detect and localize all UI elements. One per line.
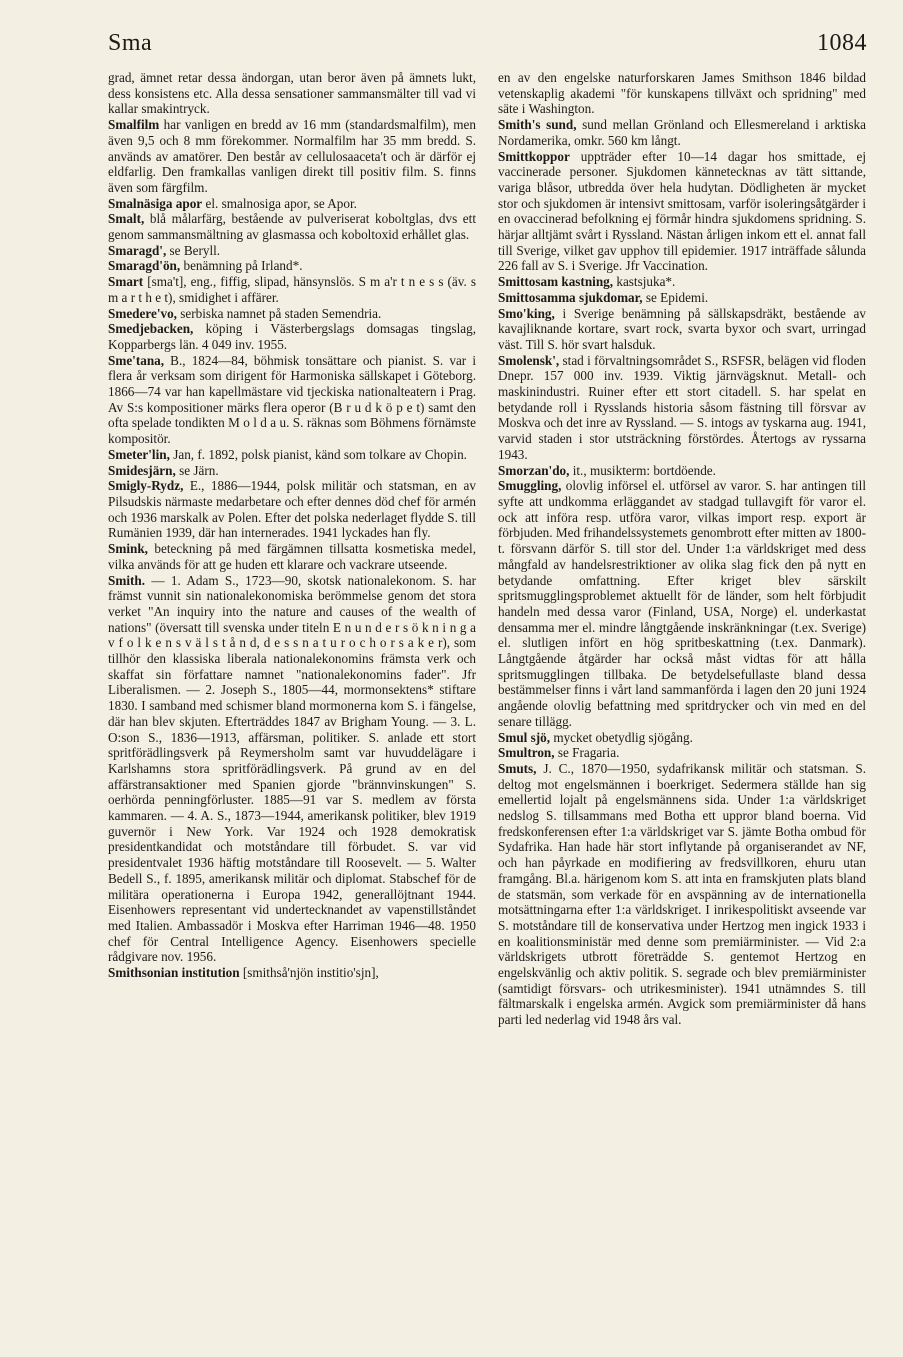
entry-headword: Smalfilm [108,117,160,133]
entry-text: J. C., 1870—1950, sydafrikansk militär och statsman. S. deltog mot engelsmännen i boerkriget. Sedermera ställde han sig emellertid lojalt på engelsmännens sida. Under 1:a världskriget nedslog S. tillsammans med Botha ett uppror bland boerna. Vid fredskonferensen efter 1:a världskriget var S. jämte Botha ombud för Sydafrika. Han hade här stort inflytande på organiserandet av NF, och han påyrkade en modifiering av fredsvillkoren, ehuru utan framgång. Bl.a. härigenom kom S. att inta en framskjuten plats bland de statsmän, som verkade för en avspänning av de internationella motsättningarna efter 1:a världskriget. I inrikespolitiskt avseende var S. motståndare till de konservativa under Hertzog men ingick 1933 i en koalitionsministär med denne som premiärminister. — Vid 2:a världskrigets utbrott företrädde S. gentemot Hertzog en engelskvänlig och aktiv politik. S. segrade och blev premiärminister (samtidigt försvars- och utrikesminister). 1941 utnämndes S. till fältmarskalk i engelska armén. Avgick som premiärminister då hans parti led nederlag vid 1948 års val. [498,760,866,1028]
entry [498,478,866,729]
entry [498,353,866,463]
entry-headword: Smuts, [498,760,537,776]
entry-headword: Sme'tana, [108,352,165,368]
entry [498,463,866,479]
entry-headword: Smittosamma sjukdomar, [498,289,643,305]
entry [498,761,866,1028]
running-head-left: Sma [108,30,153,56]
entry [498,274,866,290]
entry-text: [smithså'njön institio'sjn], [239,965,379,981]
entry-headword: Smalnäsiga apor [108,195,203,211]
entry-text: olovlig införsel el. utförsel av varor. S. har antingen till syfte att undkomma erläggandet av stadgad tullavgift för varor el. ock att införa resp. utföra varor, vilkas import resp. export är förbjuden. Med frihandelssystemets genombrott efter mitten av 1800-t. försvann därför S. till stor del. Under 1:a världskriget med dess mångfald av handelsrestriktioner av olika slag fick den på nytt en betydande omfattning. Efter kriget blev särskilt spritsmugglingsproblemet aktuellt för de länder, som helt förbjudit handeln med dessa varor (Finland, USA, Norge) el. underkastat densamma mer el. mindre långtgående inskränkningar (t.ex. Sverige) el. slutligen infört en hög spritbeskattning (t.ex. Danmark). Långtgående åtgärder har också måst vidtas för att hålla spritsmugglingen tillbaka. De betydelsefullaste bland dessa bestämmelser finns i vårt land sammanförda i lagen den 20 juni 1924 angående olovlig befattning med spritdrycker och vin med en del senare tillägg. [498,478,866,729]
entry-headword: Smith. [108,572,146,588]
entry-text: har vanligen en bredd av 16 mm (standardsmalfilm), men även 9,5 och 8 mm förekommer. Normalfilm har 35 mm bredd. S. används av amatörer. Den består av cellulosaaceta't och är därför ej eldfarlig. Den framkallas vanligen direkt till positiv film. S. finns även som färgfilm. [108,117,476,195]
entry [108,258,476,274]
entry-headword: Smedere'vo, [108,305,177,321]
entry [108,196,476,212]
entry-headword: Smeter'lin, [108,446,170,462]
entry-text: serbiska namnet på staden Semendria. [176,305,382,321]
entry [108,541,476,572]
entry-headword: Smultron, [498,745,555,761]
entry-headword: Smidesjärn, [108,462,176,478]
entry-headword: Smorzan'do, [498,462,570,478]
entry [498,730,866,746]
entry-headword: Smedjebacken, [108,321,194,337]
entry [108,306,476,322]
entry-headword: Smul sjö, [498,729,551,745]
entry-headword: Smaragd'ön, [108,258,181,274]
entry-headword: Smith's sund, [498,117,577,133]
entry [108,353,476,447]
entry-headword: Smaragd', [108,242,167,258]
entry [498,117,866,148]
entry [108,211,476,242]
entry-text: se Beryll. [166,242,221,258]
entry [108,321,476,352]
entry-text: i Sverige benämning på sällskapsdräkt, bestående av kavajliknande kortare, svart rock, svarta byxor och svart, urringad väst. Till S. hör svart halsduk. [498,305,866,352]
entry-text: B., 1824—84, böhmisk tonsättare och pianist. S. var i flera år verksam som dirigent för Harmoniska sällskapet i Göteborg. 1866—74 var han kapellmästare vid tjeckiska nationalteatern i Prag. Av S:s kompositioner märks flera operor (B r u d k ö p e t) samt den ofta spelade tondikten M o l d a u. S. räknas som Böhmens förnämste kompositör. [108,352,476,447]
entry-headword: Smittosam kastning, [498,274,614,290]
entry [498,149,866,275]
entry-text: se Epidemi. [642,289,709,305]
entry-text: mycket obetydlig sjögång. [550,729,693,745]
entry [108,965,476,981]
entry-text: blå målarfärg, bestående av pulveriserat koboltglas, dvs ett genom sammansmältning av glasmassa och koboltoxid erhållet glas. [108,211,476,243]
entry-text: se Fragaria. [554,745,620,761]
entry [498,306,866,353]
entry-headword: Smithsonian institution [108,965,240,981]
entry-text: uppträder efter 10—14 dagar hos smittade, ej vaccinerade personer. Sjukdomen kännetecknas av tätt sittande, variga blåsor, utbredda över hela hudytan. Dödligheten är mycket stor och sjukdomen är intensivt smittosam, varför isoleringsåtgärder i en ovaccinerad befolkning ej förmår hindra sjukdomens spridning. S. härjar alltjämt svårt i Ryssland. Nästan årligen inkom ett el. annat fall till Sverige, vilket gav upphov till epidemier. 1917 inträffade sålunda 226 fall av S. i Sverige. Jfr Vaccination. [498,148,866,274]
entry-text: el. smalnosiga apor, se Apor. [202,195,357,211]
entry [498,70,866,117]
entry [108,70,476,117]
entry-text: — 1. Adam S., 1723—90, skotsk nationalekonom. S. har främst vunnit sin nationalekonomiska berömmelse genom det stora verket "An inquiry into the nature and causes of the wealth of nations" (översatt till svenska under titeln E n u n d e r s ö k n i n g a v f o l k e n s v ä l s t å n d, d e s s n a t u r o c h o r s a k e r), som tillhör den klassiska liberala nationalekonomins främsta verk och skaffat sin författare namnet "nationalekonomins fader". Jfr Liberalismen. — 2. Joseph S., 1805—44, mormonsektens* stiftare 1830. I samband med schismer bland mormonerna kom S. i fängelse, där han blev skjuten. Efterträddes 1847 av Brigham Young. — 3. L. O:son S., 1836—1913, affärsman, politiker. S. anlade ett stort spritförädlingsverk på Reymersholm samt var huvuddelägare i Karlshamns stora spritförädlingsverk. På grund av en del affärstransaktioner med Spanien gjorde "brännvinskungen" S. oerhörda penningförluster. 1885—91 var S. medlem av första kammaren. — 4. A. S., 1873—1944, amerikansk politiker, blev 1919 guvernör i New York. Var 1924 och 1928 demokratisk presidentkandidat och motståndare till förbudet. S. var vid presidentvalet 1936 häftig motståndare till Roosevelt. — 5. Walter Bedell S., f. 1895, amerikansk militär och diplomat. Stabschef för de militära operationerna i Europa 1942, generallöjtnant 1944. Eisenhowers representant vid undertecknandet av vapenstillståndet med Italien. Ambassadör i Moskva efter Harriman 1946—48. 1950 chef för Central Intelligence Agency. Eisenhowers specielle rådgivare nov. 1956. [108,572,476,965]
entry-headword: Smolensk', [498,352,560,368]
entry [498,290,866,306]
entry-text: beteckning på med färgämnen tillsatta kosmetiska medel, vilka används för att ge huden ett klarare och vackrare utseende. [108,541,476,572]
entry [108,117,476,196]
entry-text: en av den engelske naturforskaren James Smithson 1846 bildad vetenskaplig akademi "för kunskapens tillväxt och spridning" med säte i Washington. [498,70,866,117]
entry-headword: Smart [108,274,144,290]
entry [108,573,476,966]
entry-text: stad i förvaltningsområdet S., RSFSR, belägen vid floden Dnepr. 157 000 inv. 1939. Viktig järnvägsknut. Metall- och maskinindustri. Ruiner efter ett stort citadell. S. har spelat en betydande roll i Rysslands historia såsom fästning till försvar av Moskva och det inre av Ryssland. — S. intogs av tyskarna aug. 1941, varvid staden i stor utsträckning förstördes. Återtogs av ryssarna 1943. [498,352,866,462]
entry-text: benämning på Irland*. [180,258,303,274]
entry-headword: Smuggling, [498,478,562,494]
entry-headword: Smo'king, [498,305,555,321]
entry-text: se Järn. [175,462,219,478]
entry [108,463,476,479]
entry [108,478,476,541]
entry-text: köping i Västerbergslags domsagas tingslag, Kopparbergs län. 4 049 inv. 1955. [108,321,476,352]
right-column [498,70,866,1028]
entry [108,447,476,463]
left-column [108,70,476,981]
entry-text: E., 1886—1944, polsk militär och statsman, en av Pilsudskis närmaste medarbetare och efter dennes död chef för armén och 1936 marskalk av Polen. Efter det polska nederlaget flydde S. till Rumänien 1939, där han internerades. 1941 lyckades han fly. [108,478,476,541]
entry-text: Jan, f. 1892, polsk pianist, känd som tolkare av Chopin. [169,446,467,462]
entry-text: it., musikterm: bortdöende. [569,462,716,478]
page-number: 1084 [817,30,867,56]
entry-text: grad, ämnet retar dessa ändorgan, utan beror även på ämnets lukt, dess konsistens etc. Alla dessa sensationer sammansmälter till vad vi kallar smakintryck. [108,70,476,117]
entry [108,274,476,305]
entry-headword: Smalt, [108,211,145,227]
entry-text: [sma't], eng., fiffig, slipad, hänsynslös. S m a'r t n e s s (äv. s m a r t h e t), smidighet i affärer. [108,274,476,305]
entry-headword: Smink, [108,541,148,557]
entry [108,243,476,259]
entry-headword: Smigly-Rydz, [108,478,184,494]
entry-headword: Smittkoppor [498,148,570,164]
entry-text: kastsjuka*. [613,274,676,290]
entry [498,745,866,761]
entry-text: sund mellan Grönland och Ellesmereland i arktiska Nordamerika, omkr. 560 km långt. [498,117,866,148]
